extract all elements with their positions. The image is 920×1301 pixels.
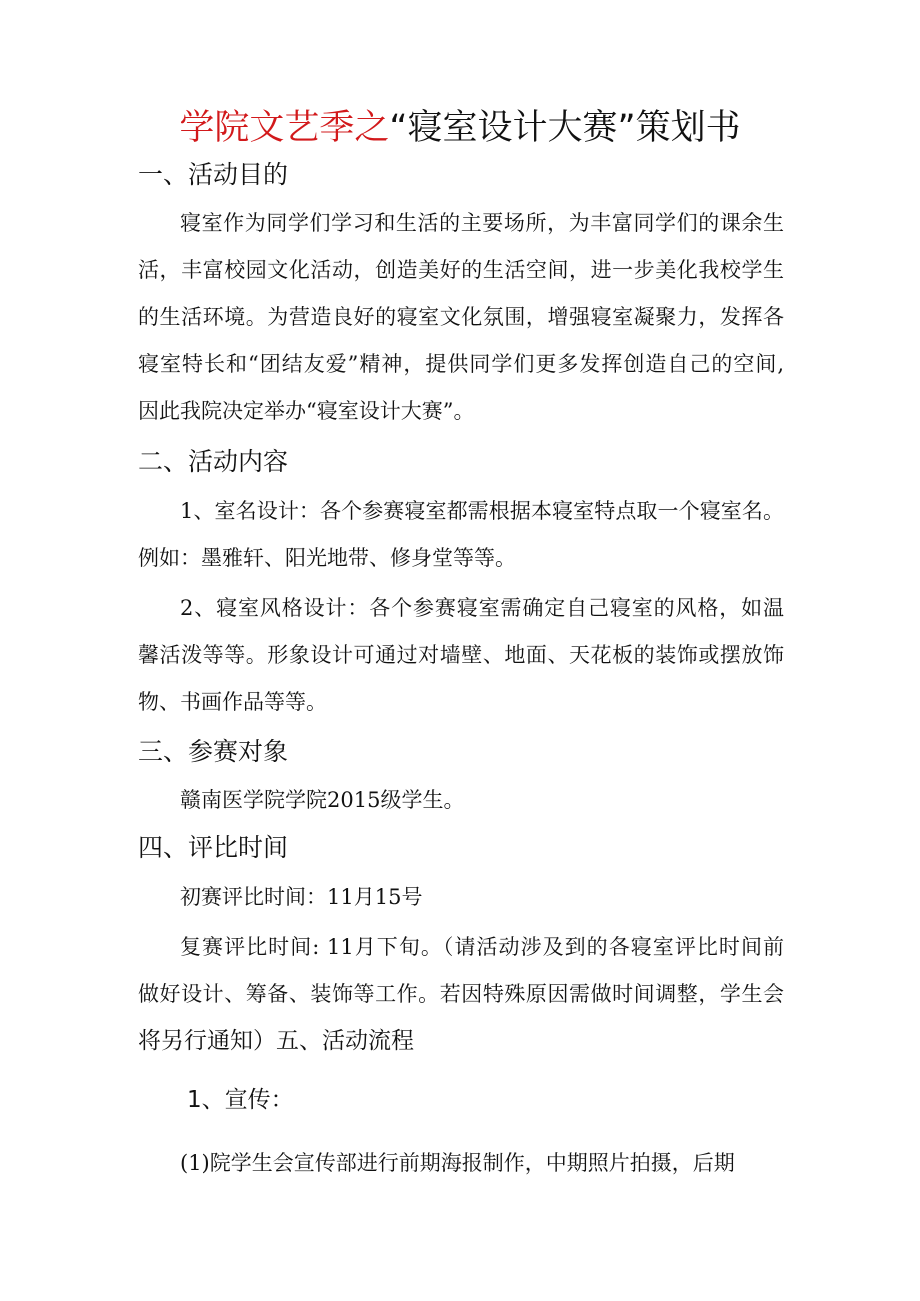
section-heading-participants: 三、参赛对象 xyxy=(138,737,289,766)
paragraph-line: 的生活环境。为营造良好的寝室文化氛围，增强寝室凝聚力，发挥各 xyxy=(138,305,784,329)
paragraph-line: 复赛评比时间: 11月下旬。（请活动涉及到的各寝室评比时间前 xyxy=(180,935,784,959)
document-title xyxy=(0,103,920,153)
paragraph-line: 活，丰富校园文化活动，创造美好的生活空间，进一步美化我校学生 xyxy=(138,258,784,282)
paragraph-line: 例如：墨雅轩、阳光地带、修身堂等等。 xyxy=(138,546,516,570)
paragraph-line: 1、宣传： xyxy=(187,1087,294,1113)
paragraph-line: 做好设计、筹备、装饰等工作。若因特殊原因需做时间调整，学生会 xyxy=(138,982,784,1006)
paragraph-line: 赣南医学院学院2015级学生。 xyxy=(180,788,465,812)
paragraph-line: 物、书画作品等等。 xyxy=(138,690,327,714)
paragraph-line: 寝室特长和“团结友爱”精神，提供同学们更多发挥创造自己的空间, xyxy=(138,352,784,376)
paragraph-line: 因此我院决定举办“寝室设计大赛”。 xyxy=(138,399,475,423)
paragraph-line: (1)院学生会宣传部进行前期海报制作，中期照片拍摄，后期 xyxy=(180,1151,735,1175)
paragraph-line: 2、寝室风格设计：各个参赛寝室需确定自己寝室的风格，如温 xyxy=(180,596,784,620)
title-black-part: “寝室设计大赛”策划书 xyxy=(389,108,741,148)
paragraph-line: 寝室作为同学们学习和生活的主要场所，为丰富同学们的课余生 xyxy=(180,211,784,235)
paragraph-line: 馨活泼等等。形象设计可通过对墙壁、地面、天花板的装饰或摆放饰 xyxy=(138,643,784,667)
paragraph-line: 初赛评比时间：11月15号 xyxy=(180,885,423,909)
section-heading-schedule: 四、评比时间 xyxy=(138,833,289,862)
section-heading-purpose: 一、活动目的 xyxy=(138,160,289,189)
title-red-part: 学院文艺季之 xyxy=(179,108,390,148)
paragraph-line: 1、室名设计：各个参赛寝室都需根据本寝室特点取一个寝室名。 xyxy=(180,499,784,523)
paragraph-line: 将另行通知）五、活动流程 xyxy=(138,1028,414,1054)
section-heading-content: 二、活动内容 xyxy=(138,447,289,476)
